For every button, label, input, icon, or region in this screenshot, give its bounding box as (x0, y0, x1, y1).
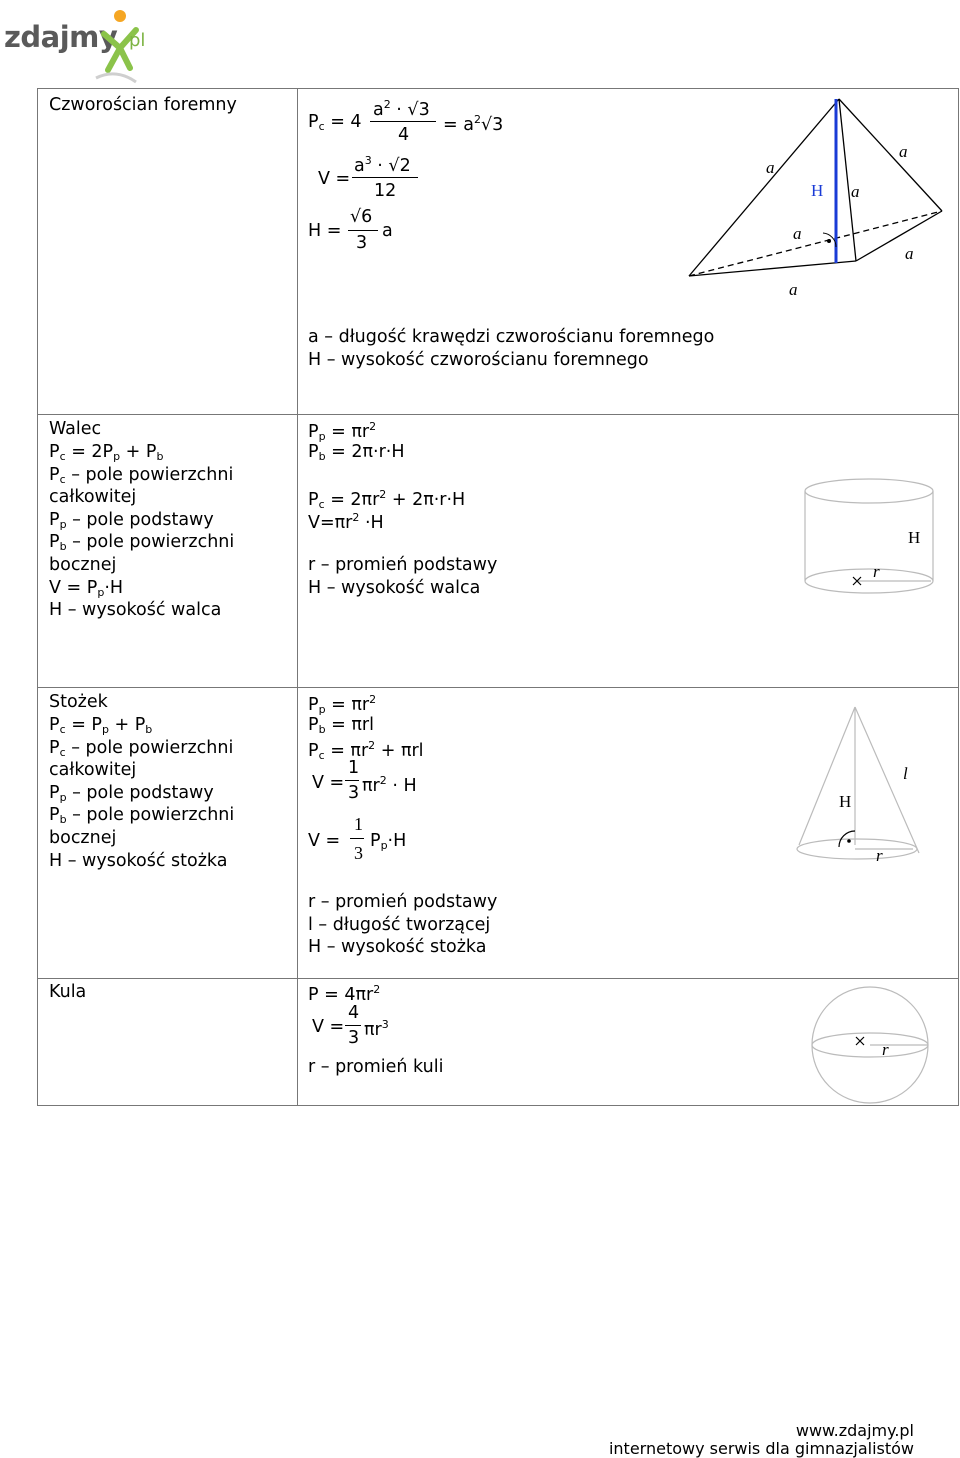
tetra-pc-formula: $P_c = 4$ (308, 112, 362, 133)
sphere-v-num: 4 (348, 1003, 360, 1023)
cyl-pb-formula: $P_b = 2\pi\cdot r\cdot H$ (308, 442, 405, 463)
cyl-desc-r: r – promień podstawy (308, 555, 498, 575)
definition-line: $P_p$ – pole podstawy (49, 782, 214, 804)
cone-pc-formula: $P_c = \pi r^2 + \pi rl$ (308, 739, 424, 762)
tetra-pc-numerator: $a^2 \cdot √3$ (373, 98, 430, 120)
tetra-h-denominator: 3 (356, 233, 368, 253)
solid-name: Stożek (49, 692, 108, 712)
tetra-fig-label-h: H (811, 181, 824, 200)
table-row (38, 415, 959, 688)
tetra-h-numerator: √6 (350, 207, 373, 227)
table-row (38, 688, 959, 979)
tetra-fig-label-a: a (766, 158, 775, 177)
definition-line: $P_b$ – pole powierzchni (49, 805, 235, 827)
tetra-desc-h: H – wysokość czworościanu foremnego (308, 350, 649, 370)
sphere-desc-r: r – promień kuli (308, 1057, 444, 1077)
sphere-p-formula: $P = 4\pi r^2$ (308, 983, 381, 1005)
tetra-h-a: a (382, 221, 393, 241)
tetra-desc-a: a – długość krawędzi czworościanu foremnego (308, 327, 715, 347)
footer-tagline: internetowy serwis dla gimnazjalistów (608, 1439, 914, 1458)
row-name-cell (38, 979, 298, 1106)
tetrahedron-figure (686, 91, 956, 301)
definition-line: $P_p$ – pole podstawy (49, 509, 214, 531)
row-content-cell (298, 415, 959, 688)
cylinder-figure (801, 477, 960, 617)
definition-line: bocznej (49, 555, 117, 575)
table-row (38, 979, 959, 1106)
definition-line: $V = P_p\cdot H$ (49, 577, 124, 599)
sphere-v-den: 3 (348, 1028, 360, 1048)
row-content-cell (298, 688, 959, 979)
cone-v2-lhs: V = (308, 831, 341, 851)
cone-v2-den: 3 (354, 843, 363, 863)
definition-line: H – wysokość walca (49, 600, 222, 621)
cone-figure (793, 703, 943, 873)
definition-line: H – wysokość stożka (49, 850, 228, 871)
tetra-fig-label-a: a (851, 182, 860, 201)
solid-name: Walec (49, 419, 102, 439)
logo[interactable] (4, 8, 174, 86)
logo-figure-icon (96, 8, 156, 86)
row-name-cell (38, 89, 298, 415)
cone-pb-formula: $P_b = \pi rl$ (308, 715, 374, 736)
solid-name: Kula (49, 982, 87, 1002)
cyl-desc-h: H – wysokość walca (308, 578, 481, 598)
definition-line: $P_c$ – pole powierzchni (49, 737, 234, 759)
cyl-fig-h: H (908, 528, 921, 547)
tetra-v-numerator: $a^3 \cdot √2$ (354, 154, 411, 176)
tetra-fig-label-a: a (793, 224, 802, 243)
sphere-fig-r: r (882, 1040, 889, 1059)
formula-table (37, 88, 959, 1106)
definition-line: $P_b$ – pole powierzchni (49, 532, 235, 554)
row-name-cell (38, 415, 298, 688)
row-name-cell (38, 688, 298, 979)
tetra-v-denominator: 12 (374, 181, 397, 201)
cyl-pc-formula: $P_c = 2\pi r^2 + 2\pi\cdot r\cdot H$ (308, 488, 466, 511)
cone-fig-l: l (903, 764, 908, 783)
tetra-v-lhs: V = (318, 169, 351, 189)
definition-line: całkowitej (49, 760, 137, 781)
footer-url[interactable]: www.zdajmy.pl (795, 1421, 914, 1440)
tetra-fig-label-a: a (899, 142, 908, 161)
sphere-v-rhs: $\pi r^3$ (364, 1018, 389, 1040)
tetra-h-lhs: H = (308, 221, 342, 241)
tetra-pc-denominator: 4 (398, 125, 410, 145)
cone-v2-num: 1 (354, 814, 363, 834)
definition-line: bocznej (49, 828, 117, 848)
tetra-pc-result: = $a^2√3$ (443, 113, 504, 135)
cone-desc-r: r – promień podstawy (308, 892, 498, 912)
cone-fig-h: H (839, 792, 852, 811)
solid-name: Czworościan foremny (49, 95, 237, 115)
cone-desc-h: H – wysokość stożka (308, 937, 487, 957)
cyl-fig-r: r (873, 562, 880, 581)
cone-v2-rhs: $P_p\cdot H$ (370, 831, 407, 852)
cyl-v-formula: $V=\pi r^2 \cdot H$ (308, 511, 384, 533)
row-content-cell (298, 89, 959, 415)
definition-line: całkowitej (49, 487, 137, 508)
row-content-cell (298, 979, 959, 1106)
sphere-figure (802, 981, 960, 1105)
tetra-fig-label-a: a (789, 280, 798, 299)
cone-fig-r: r (876, 846, 883, 865)
cone-desc-l: l – długość tworzącej (308, 915, 491, 935)
cone-v1-rhs: $\pi r^2 \cdot H$ (362, 774, 417, 796)
cone-v1-num: 1 (348, 758, 360, 778)
logo-domain: pl (129, 30, 146, 51)
definition-line: $P_c = P_p + P_b$ (49, 715, 153, 736)
logo-text: zdajmy (4, 20, 118, 54)
cone-v1-lhs: V = (312, 773, 345, 793)
cone-v1-den: 3 (348, 783, 360, 803)
definition-line: $P_c = 2P_p + P_b$ (49, 442, 164, 463)
cone-pp-formula: $P_p = \pi r^2$ (308, 693, 377, 716)
definition-line: $P_c$ – pole powierzchni (49, 464, 234, 486)
tetra-fig-label-a: a (905, 244, 914, 263)
table-row (38, 89, 959, 415)
cyl-pp-formula: $P_p = \pi r^2$ (308, 420, 377, 443)
sphere-v-lhs: V = (312, 1017, 345, 1037)
